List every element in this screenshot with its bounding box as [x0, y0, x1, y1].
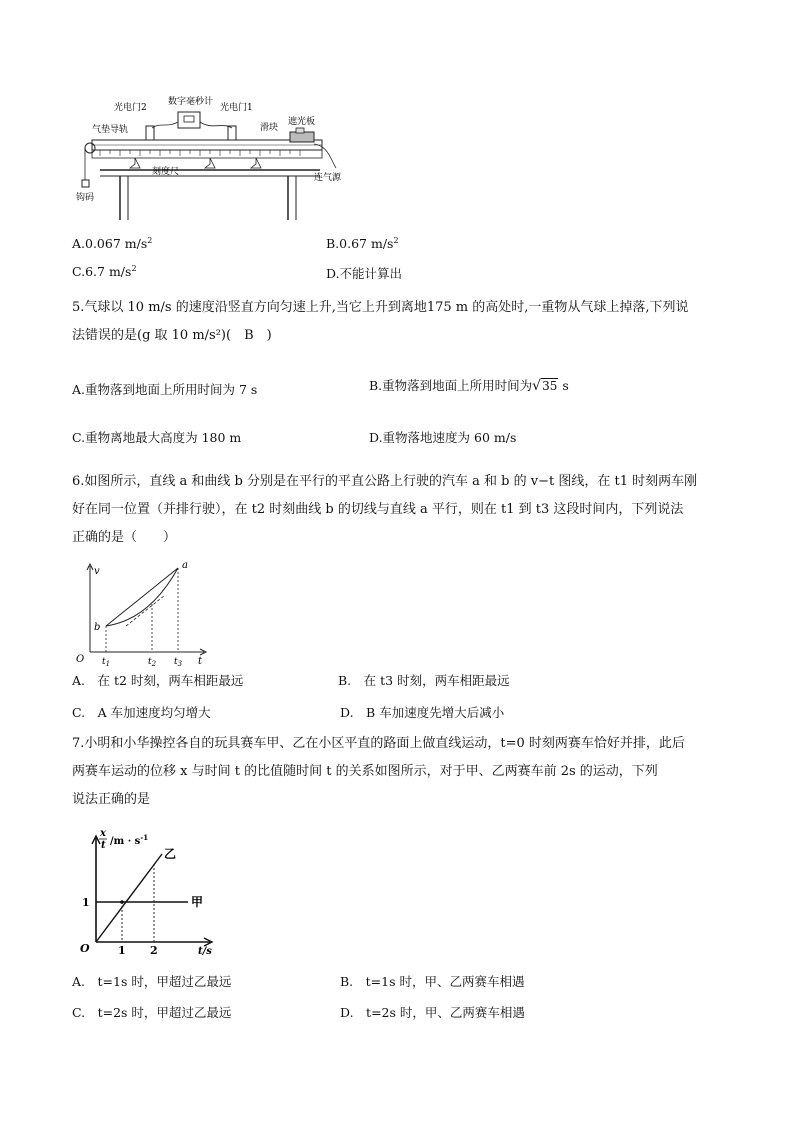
- q4-option-a: A.0.067 $m/s^2$: [72, 236, 153, 251]
- q7-option-d: D. t=2s 时，甲、乙两赛车相遇: [340, 1005, 525, 1020]
- q5-option-a: A.重物落到地面上所用时间为 7 s: [72, 382, 258, 397]
- label-gate1: 光电门1: [220, 103, 253, 113]
- q7-label-jia: 甲: [191, 895, 204, 909]
- slider-block: [290, 132, 314, 142]
- q6-label-a: a: [182, 560, 188, 571]
- q7-stem-line3: 说法正确的是: [72, 792, 151, 807]
- q6-vt-graph: [74, 560, 214, 668]
- q5-option-c: C.重物离地最大高度为 180 m: [72, 430, 242, 445]
- label-shade: 遮光板: [288, 117, 316, 127]
- label-weight: 钩码: [76, 193, 95, 203]
- air-track-apparatus-figure: [76, 92, 360, 227]
- q5-option-b-radicand: 35: [542, 379, 558, 393]
- label-gate2: 光电门2: [114, 103, 147, 113]
- ruler-ticks: [100, 150, 300, 156]
- q7-tick-x2: 2: [150, 944, 158, 957]
- q4-option-b: B.0.67 $m/s^2$: [326, 236, 399, 251]
- pulley: [85, 143, 95, 153]
- q7-origin: O: [80, 942, 90, 955]
- q7-y-unit: $/m \cdot s^{-1}$: [110, 833, 149, 847]
- q6-y-label: v: [94, 566, 100, 577]
- label-track: 气垫导轨: [92, 125, 129, 135]
- q5-option-b-prefix: B.重物落到地面上所用时间为: [369, 378, 533, 393]
- q4-option-c: C.6.7 $m/s^2$: [72, 264, 137, 279]
- q6-stem-line2: 好在同一位置（并排行驶），在 t2 时刻曲线 b 的切线与直线 a 平行，则在 t1 到 t3 这段时间内，下列说法: [72, 502, 684, 517]
- q7-x-label: t/s: [198, 946, 212, 957]
- q6-tangent-line: [126, 596, 164, 626]
- q5-option-b: B.重物落到地面上所用时间为√35 s: [369, 378, 569, 394]
- q5-stem-line1: 5.气球以 10 m/s 的速度沿竖直方向匀速上升,当它上升到离地175 m 的高处时,一重物从气球上掉落,下列说: [72, 300, 689, 315]
- shade-plate: [296, 128, 304, 133]
- label-slider: 滑块: [260, 123, 279, 133]
- label-timer: 数字毫秒计: [168, 97, 214, 107]
- label-ruler: 刻度尺: [152, 167, 180, 177]
- label-air: 连气源: [314, 173, 342, 183]
- q7-stem: [72, 730, 727, 814]
- hook-weight: [82, 180, 89, 187]
- q6-tick-t2: $t_2$: [148, 657, 157, 668]
- q7-line-yi: [96, 854, 162, 942]
- q6-option-c: C. A 车加速度均匀增大: [72, 705, 211, 720]
- q6-tick-t3: $t_3$: [174, 657, 183, 668]
- q7-label-yi: 乙: [164, 847, 177, 861]
- q7-xt-graph: [74, 824, 224, 960]
- q7-y-frac-den: t: [101, 840, 106, 851]
- q7-option-b: B. t=1s 时，甲、乙两赛车相遇: [340, 974, 525, 989]
- q7-tick-y1: 1: [82, 896, 90, 909]
- q6-option-d: D. B 车加速度先增大后减小: [340, 705, 505, 720]
- q6-stem: [72, 468, 727, 552]
- q6-x-label: t: [198, 656, 203, 667]
- q6-origin: O: [76, 654, 85, 665]
- q5-stem: [72, 294, 727, 350]
- q4-option-d: D.不能计算出: [326, 266, 403, 281]
- q6-line-a: [106, 568, 178, 626]
- q6-option-a: A. 在 t2 时刻，两车相距最远: [72, 673, 244, 688]
- q6-label-b: b: [94, 622, 101, 633]
- q7-stem-line1: 7.小明和小华操控各自的玩具赛车甲、乙在小区平直的路面上做直线运动，t=0 时刻两赛车恰好并排，此后: [72, 736, 685, 751]
- q5-option-d: D.重物落地速度为 60 m/s: [369, 430, 517, 445]
- q5-stem-line2: 法错误的是(g 取 10 m/s²)( B ): [72, 328, 272, 343]
- photogate-2: [146, 126, 154, 140]
- q7-stem-line2: 两赛车运动的位移 x 与时间 t 的比值随时间 t 的关系如图所示，对于甲、乙两赛车前 2s 的运动，下列: [72, 764, 658, 779]
- q6-stem-line3: 正确的是（ ）: [72, 530, 177, 545]
- q6-option-b: B. 在 t3 时刻，两车相距最远: [338, 673, 510, 688]
- q7-y-frac-num: x: [100, 828, 106, 839]
- q6-tick-t1: $t_1$: [102, 657, 111, 668]
- photogate-1: [228, 126, 236, 140]
- q6-stem-line1: 6.如图所示，直线 a 和曲线 b 分别是在平行的平直公路上行驶的汽车 a 和 b 的 v−t 图线，在 t1 时刻两车刚: [72, 474, 698, 489]
- timer-box: [178, 112, 200, 128]
- q7-option-c: C. t=2s 时，甲超过乙最远: [72, 1005, 232, 1020]
- q5-option-b-suffix: s: [562, 378, 569, 393]
- q7-tick-x1: 1: [118, 944, 126, 957]
- q7-option-a: A. t=1s 时，甲超过乙最远: [72, 974, 232, 989]
